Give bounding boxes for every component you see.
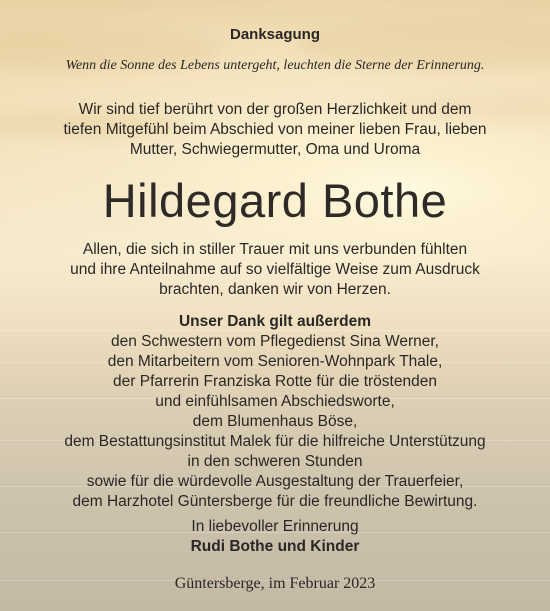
special-thanks-line: dem Bestattungsinstitut Malek für die hilfreiche Unterstützung <box>64 433 486 450</box>
thanks-line: brachten, danken wir von Herzen. <box>159 281 391 298</box>
notice-heading: Danksagung <box>229 26 320 43</box>
intro-line: Mutter, Schwiegermutter, Oma und Uroma <box>129 141 421 158</box>
thanks-paragraph <box>0 240 550 300</box>
special-thanks-line: in den schweren Stunden <box>187 453 363 470</box>
special-thanks-line: sowie für die würdevolle Ausgestaltung der Trauerfeier, <box>86 473 464 490</box>
place-date: Güntersberge, im Februar 2023 <box>174 575 376 592</box>
special-thanks-line: den Schwestern vom Pflegedienst Sina Werner, <box>111 333 439 350</box>
deceased-name: Hildegard Bothe <box>102 174 448 227</box>
special-thanks-line: der Pfarrerin Franziska Rotte für die tröstenden <box>113 373 437 390</box>
closing-line: In liebevoller Erinnerung <box>191 518 359 535</box>
thanks-line: Allen, die sich in stiller Trauer mit uns verbunden fühlten <box>82 241 468 258</box>
special-thanks-line: und einfühlsamen Abschiedsworte, <box>155 393 395 410</box>
special-thanks <box>0 312 550 512</box>
special-thanks-line: dem Blumenhaus Böse, <box>192 413 358 430</box>
thanks-line: und ihre Anteilnahme auf so vielfältige Weise zum Ausdruck <box>70 261 480 278</box>
notice-motto: Wenn die Sonne des Lebens untergeht, leuchten die Sterne der Erinnerung. <box>65 58 485 73</box>
signatories: Rudi Bothe und Kinder <box>190 538 360 555</box>
intro-line: Wir sind tief berührt von der großen Herzlichkeit und dem <box>78 101 472 118</box>
intro-paragraph <box>0 100 550 160</box>
special-thanks-line: den Mitarbeitern vom Senioren-Wohnpark Thale, <box>107 353 443 370</box>
special-thanks-line: dem Harzhotel Güntersberge für die freundliche Bewirtung. <box>72 493 478 510</box>
closing <box>0 517 550 557</box>
intro-line: tiefen Mitgefühl beim Abschied von meiner lieben Frau, lieben <box>63 121 487 138</box>
special-thanks-heading: Unser Dank gilt außerdem <box>178 313 372 330</box>
